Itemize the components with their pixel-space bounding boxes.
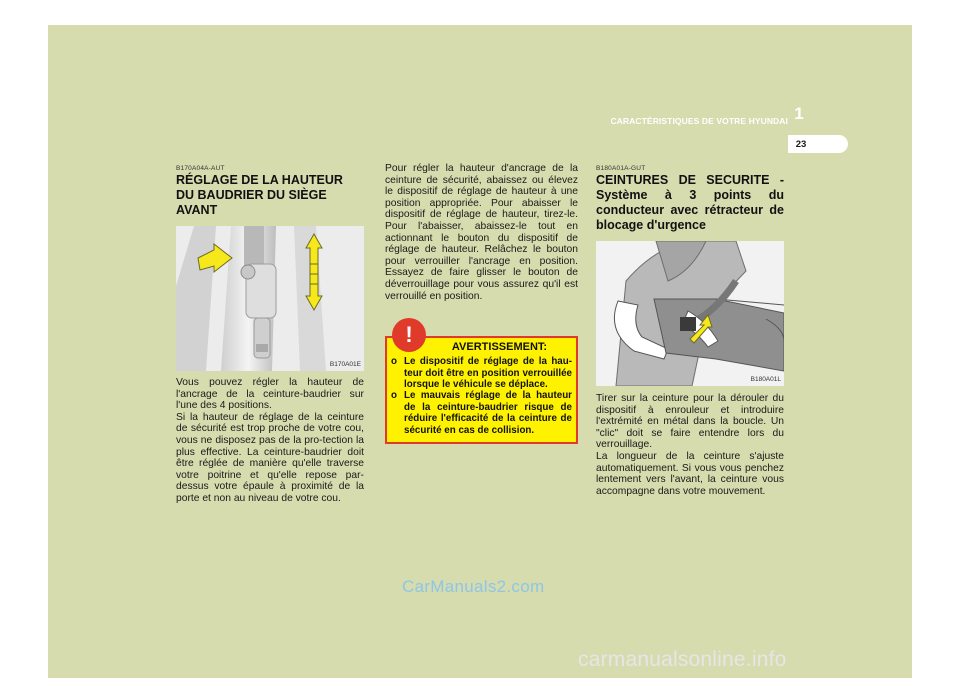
adjust-instructions: Pour régler la hauteur d'ancrage de la ceinture de sécurité, abaissez ou élevez le dispositif de réglage de hauteur à une position appropriée. Pour abaisser le dispositif de réglage de hauteur, tirez-le. Pour l'abaisser, abaissez-le tout en actionnant le bouton du dispositif de réglage de hauteur. Relâchez le bouton pour verrouiller l'ancrage en position. Essayez de faire glisser le bouton de déverrouillage pour vous assurez qu'il est verrouillé en position. xyxy=(385,163,578,302)
section-code: B180A01A-GUT xyxy=(596,165,646,172)
figure-buckling-belt xyxy=(596,241,784,386)
warning-bullet: o xyxy=(391,356,397,368)
belt-adjuster-illustration xyxy=(176,226,364,371)
warning-box xyxy=(385,336,578,444)
figure-label: B170A01E xyxy=(329,361,361,368)
warning-text: Le mauvais réglage de la hauteur de la ceinture-baudrier risque de réduire l'efficacité de la ceinture de sécurité en cas de collision. xyxy=(404,390,572,436)
warning-text: Le dispositif de réglage de la hau-teur doit être en position verrouillée lorsque le véhicule se déplace. xyxy=(404,356,572,390)
section-body: Tirer sur la ceinture pour la dérouler du dispositif à enrouleur et introduire l'extrémité en métal dans la boucle. Un "clic" doit se faire entendre lors du verrouillage. La longueur de la ceinture s'ajuste automatiquement. Si vous vous penchez lentement vers l'avant, la ceinture vous accompagne dans votre mouvement. xyxy=(596,393,784,497)
warning-item xyxy=(391,356,572,390)
buckle-illustration xyxy=(596,241,784,386)
warning-item xyxy=(391,390,572,436)
warning-title: AVERTISSEMENT: xyxy=(451,341,548,354)
figure-label: B180A01L xyxy=(750,376,781,383)
section-seat-belts xyxy=(596,165,784,497)
section-body: Vous pouvez régler la hauteur de l'ancrage de la ceinture-baudrier sur l'une des 4 positions. Si la hauteur de réglage de la ceinture de sécurité est trop proche de votre cou, vous ne disposez pas de la pro-tection la plus effective. La ceinture-baudrier doit être réglée de manière qu'elle traverse votre poitrine et qu'elle repose par-dessus votre épaule à proximité de la porte et non au niveau de votre cou. xyxy=(176,377,364,504)
chapter-number: 1 xyxy=(794,104,804,123)
footer-site-link[interactable]: carmanualsonline.info xyxy=(578,648,787,671)
warning-icon: ! xyxy=(392,318,426,352)
section-title: CEINTURES DE SECURITE - Système à 3 points du conducteur avec rétracteur de blocage d'urgence xyxy=(596,173,784,232)
chapter-title: CARACTÉRISTIQUES DE VOTRE HYUNDAI xyxy=(610,116,788,126)
section-title: RÉGLAGE DE LA HAUTEUR DU BAUDRIER DU SIÈGE AVANT xyxy=(176,173,343,217)
watermark-link[interactable]: CarManuals2.com xyxy=(402,577,545,596)
figure-shoulder-belt-adjuster xyxy=(176,226,364,371)
section-code: B170A04A-AUT xyxy=(176,165,225,172)
warning-bullet: o xyxy=(391,390,397,402)
warning-callout xyxy=(385,322,578,444)
column-middle xyxy=(385,163,578,444)
page-number: 23 xyxy=(795,139,807,150)
section-height-adjust xyxy=(176,165,364,505)
